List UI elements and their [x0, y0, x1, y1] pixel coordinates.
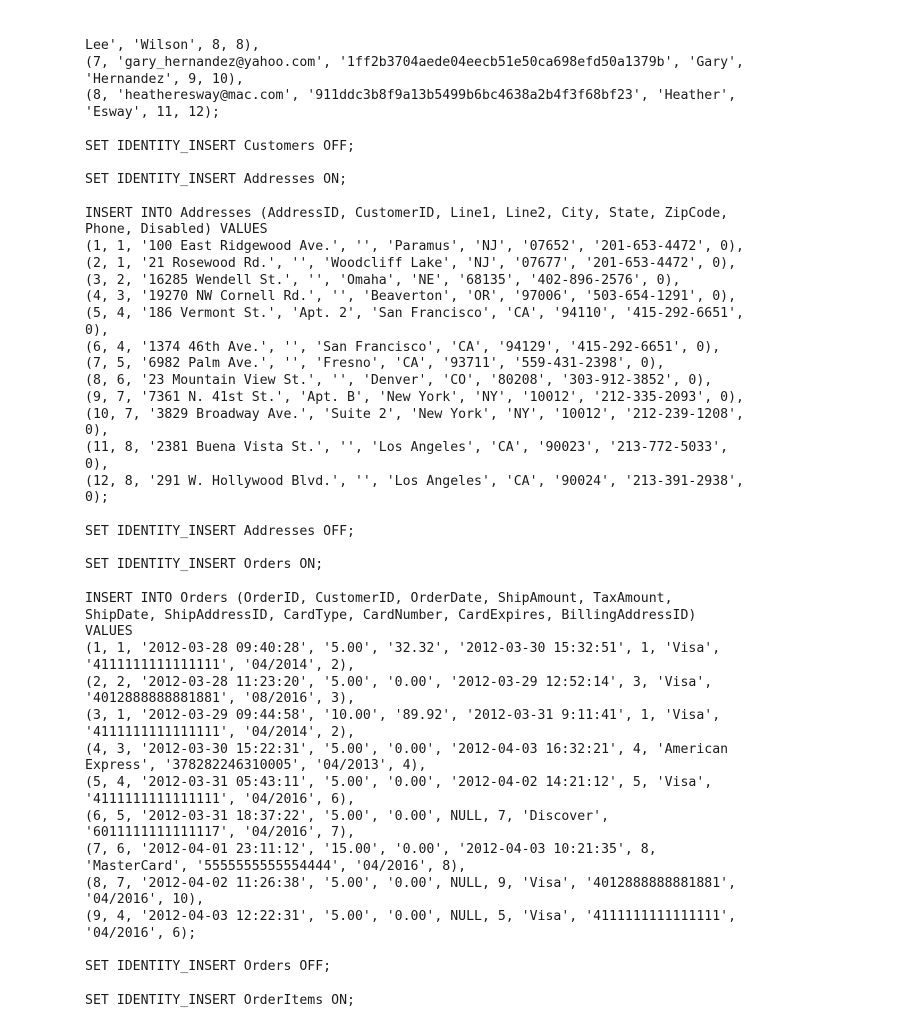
code-line: 0), — [85, 423, 109, 439]
code-line: '6011111111111117', '04/2016', 7), — [85, 825, 355, 841]
code-line: '04/2016', 6); — [85, 925, 197, 941]
code-line — [85, 189, 865, 206]
code-line: Lee', 'Wilson', 8, 8), — [85, 38, 260, 53]
code-line: (12, 8, '291 W. Hollywood Blvd.', '', 'Los Angeles', 'CA', '90024', '213-391-2938', — [85, 473, 744, 489]
code-line: (7, 6, '2012-04-01 23:11:12', '15.00', '0.00', '2012-04-03 10:21:35', 8, — [85, 842, 657, 857]
code-line: INSERT INTO Addresses (AddressID, CustomerID, Line1, Line2, City, State, ZipCode, — [85, 205, 729, 221]
code-line: 0); — [85, 490, 109, 506]
code-line: SET IDENTITY_INSERT Orders OFF; — [85, 959, 332, 975]
code-line: ShipDate, ShipAddressID, CardType, CardNumber, CardExpires, BillingAddressID) — [85, 607, 697, 623]
code-line: (3, 2, '16285 Wendell St.', '', 'Omaha', 'NE', '68135', '402-896-2576', 0), — [85, 272, 681, 288]
code-line: '4012888888881881', '08/2016', 3), — [85, 691, 355, 707]
code-line: '4111111111111111', '04/2014', 2), — [85, 657, 355, 673]
code-line: SET IDENTITY_INSERT Customers OFF; — [85, 138, 355, 154]
code-line: 'Hernandez', 9, 10), — [85, 71, 244, 87]
code-line: (7, 5, '6982 Palm Ave.', '', 'Fresno', 'CA', '93711', '559-431-2398', 0), — [85, 356, 665, 372]
code-line: INSERT INTO Orders (OrderID, CustomerID, OrderDate, ShipAmount, TaxAmount, — [85, 590, 673, 606]
code-line: '04/2016', 10), — [85, 892, 205, 908]
code-line: (9, 4, '2012-04-03 12:22:31', '5.00', '0.00', NULL, 5, 'Visa', '4111111111111111', — [85, 909, 737, 924]
code-line: (8, 7, '2012-04-02 11:26:38', '5.00', '0.00', NULL, 9, 'Visa', '4012888888881881', — [85, 875, 737, 891]
code-line: (10, 7, '3829 Broadway Ave.', 'Suite 2', 'New York', 'NY', '10012', '212-239-1208', — [85, 406, 744, 422]
code-line: 'Esway', 11, 12); — [85, 105, 220, 120]
code-line: '4111111111111111', '04/2016', 6), — [85, 791, 355, 807]
code-line: (5, 4, '186 Vermont St.', 'Apt. 2', 'San Francisco', 'CA', '94110', '415-292-6651', — [85, 306, 744, 321]
code-line: 0), — [85, 322, 109, 338]
code-line: (4, 3, '19270 NW Cornell Rd.', '', 'Beaverton', 'OR', '97006', '503-654-1291', 0), — [85, 289, 737, 305]
code-line: (11, 8, '2381 Buena Vista St.', '', 'Los Angeles', 'CA', '90023', '213-772-5033', — [85, 440, 729, 455]
code-line — [85, 976, 865, 993]
code-line — [85, 507, 865, 524]
code-line: Phone, Disabled) VALUES — [85, 222, 268, 238]
code-line: (6, 5, '2012-03-31 18:37:22', '5.00', '0.00', NULL, 7, 'Discover', — [85, 808, 610, 824]
code-line: SET IDENTITY_INSERT Addresses OFF; — [85, 523, 355, 539]
code-line: (2, 2, '2012-03-28 11:23:20', '5.00', '0.00', '2012-03-29 12:52:14', 3, 'Visa', — [85, 674, 713, 690]
code-line: SET IDENTITY_INSERT Orders ON; — [85, 557, 324, 573]
code-line: SET IDENTITY_INSERT OrderItems ON; — [85, 992, 355, 1008]
code-line: (5, 4, '2012-03-31 05:43:11', '5.00', '0.00', '2012-04-02 14:21:12', 5, 'Visa', — [85, 775, 713, 790]
code-line — [85, 122, 865, 139]
code-line: (4, 3, '2012-03-30 15:22:31', '5.00', '0.00', '2012-04-03 16:32:21', 4, 'American — [85, 741, 729, 757]
code-line: (6, 4, '1374 46th Ave.', '', 'San Francisco', 'CA', '94129', '415-292-6651', 0), — [85, 339, 721, 355]
code-line: (9, 7, '7361 N. 41st St.', 'Apt. B', 'New York', 'NY', '10012', '212-335-2093', 0), — [85, 389, 744, 405]
code-line: Express', '378282246310005', '04/2013', 4), — [85, 758, 427, 774]
code-line: (7, 'gary_hernandez@yahoo.com', '1ff2b3704aede04eecb51e50ca698efd50a1379b', 'Gary', — [85, 54, 744, 70]
code-line: VALUES — [85, 624, 133, 640]
code-line — [85, 155, 865, 172]
code-line: '4111111111111111', '04/2014', 2), — [85, 724, 355, 740]
code-line: (3, 1, '2012-03-29 09:44:58', '10.00', '89.92', '2012-03-31 9:11:41', 1, 'Visa', — [85, 708, 721, 723]
code-line: (8, 6, '23 Mountain View St.', '', 'Denver', 'CO', '80208', '303-912-3852', 0), — [85, 373, 713, 388]
code-line: (1, 1, '2012-03-28 09:40:28', '5.00', '32.32', '2012-03-30 15:32:51', 1, 'Visa', — [85, 641, 721, 656]
code-line: (8, 'heatheresway@mac.com', '911ddc3b8f9a13b5499b6bc4638a2b4f3f68bf23', 'Heather', — [85, 88, 737, 104]
code-line — [85, 541, 865, 558]
code-line: SET IDENTITY_INSERT Addresses ON; — [85, 172, 348, 187]
code-line: (1, 1, '100 East Ridgewood Ave.', '', 'Paramus', 'NJ', '07652', '201-653-4472', 0), — [85, 239, 744, 254]
code-line: (2, 1, '21 Rosewood Rd.', '', 'Woodcliff Lake', 'NJ', '07677', '201-653-4472', 0), — [85, 255, 737, 271]
sql-code-block — [85, 38, 865, 1010]
code-line — [85, 943, 865, 960]
code-line: 'MasterCard', '5555555555554444', '04/2016', 8), — [85, 858, 467, 874]
code-line: 0), — [85, 456, 109, 472]
code-line — [85, 574, 865, 591]
